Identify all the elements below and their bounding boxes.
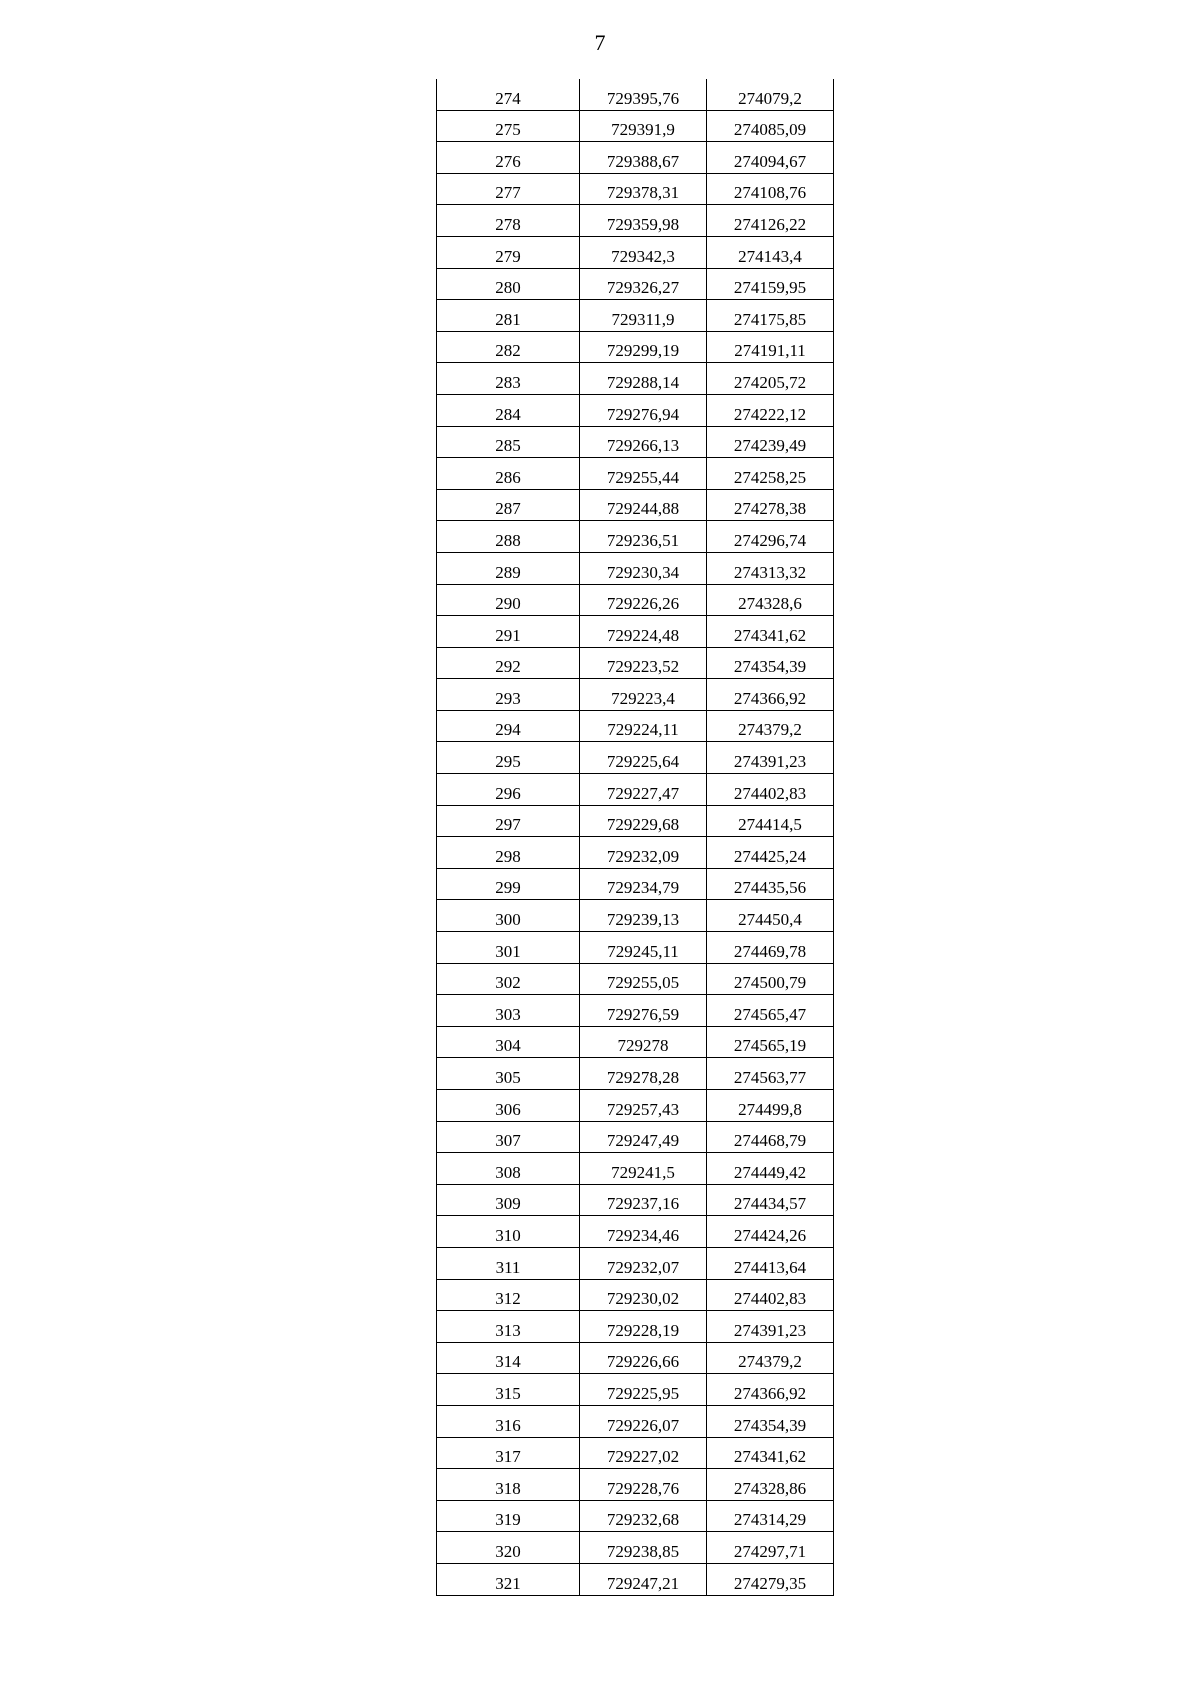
point-number-cell: 281 bbox=[437, 300, 580, 332]
y-coordinate-cell: 274366,92 bbox=[707, 679, 834, 711]
y-coordinate-cell: 274205,72 bbox=[707, 363, 834, 395]
y-coordinate-cell: 274108,76 bbox=[707, 173, 834, 205]
x-coordinate-cell: 729255,05 bbox=[580, 963, 707, 995]
point-number-cell: 315 bbox=[437, 1374, 580, 1406]
table-row bbox=[437, 1374, 834, 1406]
y-coordinate-cell: 274094,67 bbox=[707, 142, 834, 174]
table-row bbox=[437, 1216, 834, 1248]
x-coordinate-cell: 729266,13 bbox=[580, 426, 707, 458]
coordinate-table-body bbox=[437, 79, 834, 1595]
x-coordinate-cell: 729225,95 bbox=[580, 1374, 707, 1406]
table-row bbox=[437, 331, 834, 363]
y-coordinate-cell: 274258,25 bbox=[707, 458, 834, 490]
table-row bbox=[437, 363, 834, 395]
point-number-cell: 282 bbox=[437, 331, 580, 363]
point-number-cell: 321 bbox=[437, 1563, 580, 1595]
y-coordinate-cell: 274175,85 bbox=[707, 300, 834, 332]
table-row bbox=[437, 268, 834, 300]
point-number-cell: 317 bbox=[437, 1437, 580, 1469]
y-coordinate-cell: 274379,2 bbox=[707, 1342, 834, 1374]
y-coordinate-cell: 274468,79 bbox=[707, 1121, 834, 1153]
table-row bbox=[437, 110, 834, 142]
table-row bbox=[437, 932, 834, 964]
x-coordinate-cell: 729226,26 bbox=[580, 584, 707, 616]
x-coordinate-cell: 729247,49 bbox=[580, 1121, 707, 1153]
y-coordinate-cell: 274279,35 bbox=[707, 1563, 834, 1595]
y-coordinate-cell: 274341,62 bbox=[707, 616, 834, 648]
point-number-cell: 286 bbox=[437, 458, 580, 490]
table-row bbox=[437, 1563, 834, 1595]
y-coordinate-cell: 274143,4 bbox=[707, 236, 834, 268]
point-number-cell: 293 bbox=[437, 679, 580, 711]
y-coordinate-cell: 274354,39 bbox=[707, 1405, 834, 1437]
y-coordinate-cell: 274449,42 bbox=[707, 1153, 834, 1185]
table-row bbox=[437, 552, 834, 584]
table-row bbox=[437, 394, 834, 426]
y-coordinate-cell: 274565,19 bbox=[707, 1026, 834, 1058]
y-coordinate-cell: 274469,78 bbox=[707, 932, 834, 964]
table-row bbox=[437, 837, 834, 869]
y-coordinate-cell: 274414,5 bbox=[707, 805, 834, 837]
y-coordinate-cell: 274354,39 bbox=[707, 647, 834, 679]
y-coordinate-cell: 274297,71 bbox=[707, 1532, 834, 1564]
x-coordinate-cell: 729391,9 bbox=[580, 110, 707, 142]
point-number-cell: 308 bbox=[437, 1153, 580, 1185]
table-row bbox=[437, 1058, 834, 1090]
point-number-cell: 279 bbox=[437, 236, 580, 268]
point-number-cell: 297 bbox=[437, 805, 580, 837]
coordinate-table bbox=[436, 79, 834, 1596]
y-coordinate-cell: 274296,74 bbox=[707, 521, 834, 553]
table-row bbox=[437, 458, 834, 490]
page-number: 7 bbox=[594, 30, 606, 55]
x-coordinate-cell: 729234,79 bbox=[580, 868, 707, 900]
point-number-cell: 307 bbox=[437, 1121, 580, 1153]
y-coordinate-cell: 274341,62 bbox=[707, 1437, 834, 1469]
point-number-cell: 298 bbox=[437, 837, 580, 869]
table-row bbox=[437, 679, 834, 711]
y-coordinate-cell: 274500,79 bbox=[707, 963, 834, 995]
x-coordinate-cell: 729232,07 bbox=[580, 1247, 707, 1279]
table-row bbox=[437, 1437, 834, 1469]
x-coordinate-cell: 729288,14 bbox=[580, 363, 707, 395]
x-coordinate-cell: 729276,59 bbox=[580, 995, 707, 1027]
table-row bbox=[437, 1090, 834, 1122]
y-coordinate-cell: 274328,86 bbox=[707, 1469, 834, 1501]
x-coordinate-cell: 729226,07 bbox=[580, 1405, 707, 1437]
point-number-cell: 285 bbox=[437, 426, 580, 458]
x-coordinate-cell: 729230,34 bbox=[580, 552, 707, 584]
table-row bbox=[437, 1279, 834, 1311]
y-coordinate-cell: 274391,23 bbox=[707, 742, 834, 774]
x-coordinate-cell: 729224,48 bbox=[580, 616, 707, 648]
point-number-cell: 284 bbox=[437, 394, 580, 426]
y-coordinate-cell: 274402,83 bbox=[707, 774, 834, 806]
x-coordinate-cell: 729232,09 bbox=[580, 837, 707, 869]
point-number-cell: 276 bbox=[437, 142, 580, 174]
point-number-cell: 296 bbox=[437, 774, 580, 806]
x-coordinate-cell: 729232,68 bbox=[580, 1500, 707, 1532]
point-number-cell: 288 bbox=[437, 521, 580, 553]
table-row bbox=[437, 1247, 834, 1279]
point-number-cell: 283 bbox=[437, 363, 580, 395]
y-coordinate-cell: 274239,49 bbox=[707, 426, 834, 458]
table-row bbox=[437, 489, 834, 521]
point-number-cell: 294 bbox=[437, 710, 580, 742]
y-coordinate-cell: 274159,95 bbox=[707, 268, 834, 300]
x-coordinate-cell: 729241,5 bbox=[580, 1153, 707, 1185]
x-coordinate-cell: 729225,64 bbox=[580, 742, 707, 774]
y-coordinate-cell: 274379,2 bbox=[707, 710, 834, 742]
x-coordinate-cell: 729247,21 bbox=[580, 1563, 707, 1595]
table-row bbox=[437, 963, 834, 995]
table-row bbox=[437, 300, 834, 332]
table-row bbox=[437, 521, 834, 553]
x-coordinate-cell: 729244,88 bbox=[580, 489, 707, 521]
table-row bbox=[437, 616, 834, 648]
x-coordinate-cell: 729238,85 bbox=[580, 1532, 707, 1564]
table-row bbox=[437, 1405, 834, 1437]
point-number-cell: 295 bbox=[437, 742, 580, 774]
x-coordinate-cell: 729326,27 bbox=[580, 268, 707, 300]
y-coordinate-cell: 274565,47 bbox=[707, 995, 834, 1027]
x-coordinate-cell: 729234,46 bbox=[580, 1216, 707, 1248]
table-row bbox=[437, 142, 834, 174]
table-row bbox=[437, 1184, 834, 1216]
table-row bbox=[437, 173, 834, 205]
table-row bbox=[437, 1026, 834, 1058]
point-number-cell: 277 bbox=[437, 173, 580, 205]
y-coordinate-cell: 274450,4 bbox=[707, 900, 834, 932]
y-coordinate-cell: 274499,8 bbox=[707, 1090, 834, 1122]
x-coordinate-cell: 729236,51 bbox=[580, 521, 707, 553]
x-coordinate-cell: 729223,4 bbox=[580, 679, 707, 711]
x-coordinate-cell: 729227,02 bbox=[580, 1437, 707, 1469]
table-row bbox=[437, 1532, 834, 1564]
point-number-cell: 278 bbox=[437, 205, 580, 237]
point-number-cell: 290 bbox=[437, 584, 580, 616]
y-coordinate-cell: 274126,22 bbox=[707, 205, 834, 237]
table-row bbox=[437, 236, 834, 268]
x-coordinate-cell: 729239,13 bbox=[580, 900, 707, 932]
x-coordinate-cell: 729228,76 bbox=[580, 1469, 707, 1501]
y-coordinate-cell: 274314,29 bbox=[707, 1500, 834, 1532]
point-number-cell: 303 bbox=[437, 995, 580, 1027]
y-coordinate-cell: 274391,23 bbox=[707, 1311, 834, 1343]
y-coordinate-cell: 274079,2 bbox=[707, 79, 834, 110]
x-coordinate-cell: 729395,76 bbox=[580, 79, 707, 110]
x-coordinate-cell: 729237,16 bbox=[580, 1184, 707, 1216]
table-row bbox=[437, 584, 834, 616]
y-coordinate-cell: 274563,77 bbox=[707, 1058, 834, 1090]
point-number-cell: 319 bbox=[437, 1500, 580, 1532]
point-number-cell: 311 bbox=[437, 1247, 580, 1279]
point-number-cell: 299 bbox=[437, 868, 580, 900]
x-coordinate-cell: 729245,11 bbox=[580, 932, 707, 964]
point-number-cell: 304 bbox=[437, 1026, 580, 1058]
y-coordinate-cell: 274435,56 bbox=[707, 868, 834, 900]
table-row bbox=[437, 710, 834, 742]
y-coordinate-cell: 274425,24 bbox=[707, 837, 834, 869]
table-row bbox=[437, 1469, 834, 1501]
x-coordinate-cell: 729276,94 bbox=[580, 394, 707, 426]
y-coordinate-cell: 274434,57 bbox=[707, 1184, 834, 1216]
y-coordinate-cell: 274402,83 bbox=[707, 1279, 834, 1311]
x-coordinate-cell: 729223,52 bbox=[580, 647, 707, 679]
table-row bbox=[437, 1311, 834, 1343]
table-row bbox=[437, 995, 834, 1027]
y-coordinate-cell: 274328,6 bbox=[707, 584, 834, 616]
point-number-cell: 306 bbox=[437, 1090, 580, 1122]
point-number-cell: 310 bbox=[437, 1216, 580, 1248]
x-coordinate-cell: 729342,3 bbox=[580, 236, 707, 268]
table-row bbox=[437, 868, 834, 900]
table-row bbox=[437, 1342, 834, 1374]
y-coordinate-cell: 274191,11 bbox=[707, 331, 834, 363]
x-coordinate-cell: 729228,19 bbox=[580, 1311, 707, 1343]
point-number-cell: 305 bbox=[437, 1058, 580, 1090]
point-number-cell: 300 bbox=[437, 900, 580, 932]
x-coordinate-cell: 729255,44 bbox=[580, 458, 707, 490]
x-coordinate-cell: 729229,68 bbox=[580, 805, 707, 837]
x-coordinate-cell: 729388,67 bbox=[580, 142, 707, 174]
point-number-cell: 309 bbox=[437, 1184, 580, 1216]
y-coordinate-cell: 274366,92 bbox=[707, 1374, 834, 1406]
point-number-cell: 292 bbox=[437, 647, 580, 679]
point-number-cell: 316 bbox=[437, 1405, 580, 1437]
table-row bbox=[437, 1121, 834, 1153]
y-coordinate-cell: 274313,32 bbox=[707, 552, 834, 584]
table-row bbox=[437, 647, 834, 679]
y-coordinate-cell: 274085,09 bbox=[707, 110, 834, 142]
x-coordinate-cell: 729299,19 bbox=[580, 331, 707, 363]
point-number-cell: 291 bbox=[437, 616, 580, 648]
point-number-cell: 320 bbox=[437, 1532, 580, 1564]
point-number-cell: 289 bbox=[437, 552, 580, 584]
x-coordinate-cell: 729226,66 bbox=[580, 1342, 707, 1374]
table-row bbox=[437, 742, 834, 774]
point-number-cell: 301 bbox=[437, 932, 580, 964]
table-row bbox=[437, 1153, 834, 1185]
y-coordinate-cell: 274424,26 bbox=[707, 1216, 834, 1248]
table-row bbox=[437, 774, 834, 806]
y-coordinate-cell: 274222,12 bbox=[707, 394, 834, 426]
point-number-cell: 280 bbox=[437, 268, 580, 300]
y-coordinate-cell: 274278,38 bbox=[707, 489, 834, 521]
point-number-cell: 275 bbox=[437, 110, 580, 142]
x-coordinate-cell: 729278 bbox=[580, 1026, 707, 1058]
table-row bbox=[437, 1500, 834, 1532]
point-number-cell: 302 bbox=[437, 963, 580, 995]
table-row bbox=[437, 79, 834, 110]
y-coordinate-cell: 274413,64 bbox=[707, 1247, 834, 1279]
x-coordinate-cell: 729227,47 bbox=[580, 774, 707, 806]
x-coordinate-cell: 729278,28 bbox=[580, 1058, 707, 1090]
table-row bbox=[437, 900, 834, 932]
table-row bbox=[437, 426, 834, 458]
table-row bbox=[437, 805, 834, 837]
point-number-cell: 314 bbox=[437, 1342, 580, 1374]
table-row bbox=[437, 205, 834, 237]
x-coordinate-cell: 729359,98 bbox=[580, 205, 707, 237]
x-coordinate-cell: 729224,11 bbox=[580, 710, 707, 742]
x-coordinate-cell: 729257,43 bbox=[580, 1090, 707, 1122]
x-coordinate-cell: 729378,31 bbox=[580, 173, 707, 205]
point-number-cell: 318 bbox=[437, 1469, 580, 1501]
x-coordinate-cell: 729230,02 bbox=[580, 1279, 707, 1311]
point-number-cell: 274 bbox=[437, 79, 580, 110]
point-number-cell: 313 bbox=[437, 1311, 580, 1343]
point-number-cell: 312 bbox=[437, 1279, 580, 1311]
x-coordinate-cell: 729311,9 bbox=[580, 300, 707, 332]
point-number-cell: 287 bbox=[437, 489, 580, 521]
